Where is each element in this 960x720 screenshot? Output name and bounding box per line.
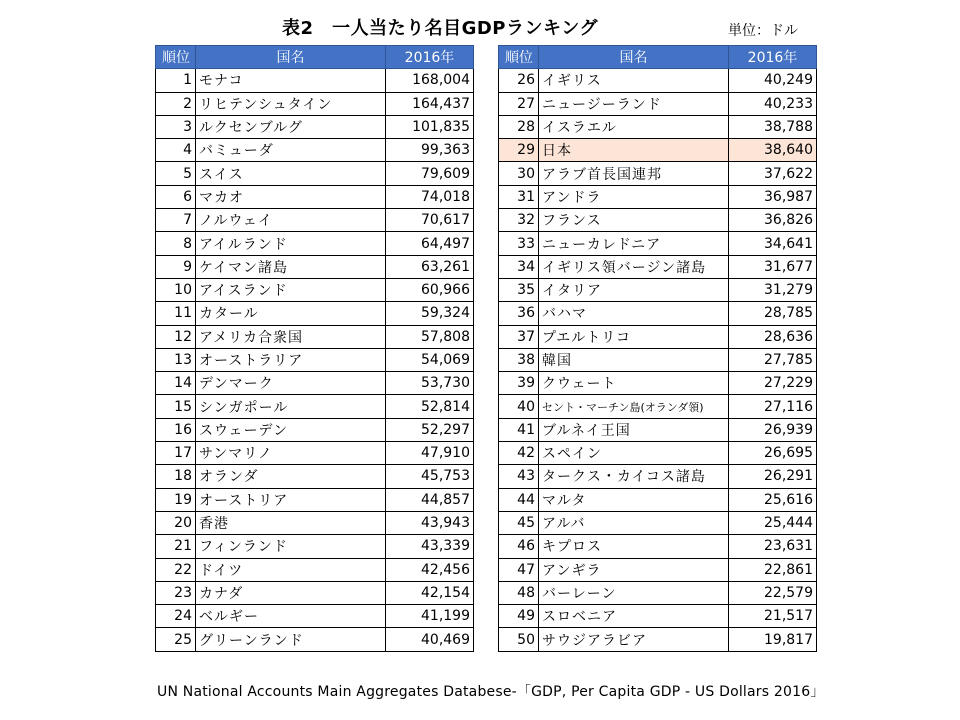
- rank-cell: 48: [499, 581, 539, 604]
- value-cell: 42,456: [386, 558, 474, 581]
- country-cell: イスラエル: [539, 115, 729, 138]
- header-year: 2016年: [386, 46, 474, 69]
- rank-cell: 42: [499, 442, 539, 465]
- table-row: [499, 442, 817, 465]
- country-cell: ベルギー: [196, 605, 386, 628]
- rank-cell: 15: [156, 395, 196, 418]
- table-row: [156, 232, 474, 255]
- table-row: [499, 255, 817, 278]
- rank-cell: 12: [156, 325, 196, 348]
- value-cell: 36,987: [729, 185, 817, 208]
- table-row: [499, 69, 817, 92]
- table-row: [499, 418, 817, 441]
- table-row: [499, 302, 817, 325]
- country-cell: サンマリノ: [196, 442, 386, 465]
- country-cell: アルバ: [539, 511, 729, 534]
- table-row: [156, 372, 474, 395]
- table-row: [499, 372, 817, 395]
- table-row: [156, 418, 474, 441]
- country-cell: オーストラリア: [196, 348, 386, 371]
- header-country: 国名: [196, 46, 386, 69]
- table-row: [156, 511, 474, 534]
- rank-cell: 3: [156, 115, 196, 138]
- value-cell: 74,018: [386, 185, 474, 208]
- rank-cell: 1: [156, 69, 196, 92]
- header-rank: 順位: [156, 46, 196, 69]
- country-cell: 香港: [196, 511, 386, 534]
- rank-cell: 32: [499, 209, 539, 232]
- value-cell: 54,069: [386, 348, 474, 371]
- rank-cell: 6: [156, 185, 196, 208]
- country-cell: フランス: [539, 209, 729, 232]
- value-cell: 40,469: [386, 628, 474, 651]
- country-cell: キプロス: [539, 535, 729, 558]
- table-row: [156, 139, 474, 162]
- value-cell: 26,695: [729, 442, 817, 465]
- country-cell: アンギラ: [539, 558, 729, 581]
- table-row: [499, 395, 817, 418]
- value-cell: 43,943: [386, 511, 474, 534]
- country-cell: アイルランド: [196, 232, 386, 255]
- country-cell: ブルネイ王国: [539, 418, 729, 441]
- rank-cell: 21: [156, 535, 196, 558]
- country-cell: デンマーク: [196, 372, 386, 395]
- ranking-table-left: [155, 45, 474, 652]
- rank-cell: 46: [499, 535, 539, 558]
- header-year: 2016年: [729, 46, 817, 69]
- value-cell: 52,814: [386, 395, 474, 418]
- rank-cell: 14: [156, 372, 196, 395]
- table-row: [499, 488, 817, 511]
- value-cell: 38,788: [729, 115, 817, 138]
- country-cell: イタリア: [539, 278, 729, 301]
- header-row: [156, 46, 474, 69]
- table-row: [156, 488, 474, 511]
- value-cell: 60,966: [386, 278, 474, 301]
- rank-cell: 49: [499, 605, 539, 628]
- table-row: [499, 628, 817, 651]
- country-cell: ドイツ: [196, 558, 386, 581]
- country-cell: 日本: [539, 139, 729, 162]
- value-cell: 59,324: [386, 302, 474, 325]
- value-cell: 64,497: [386, 232, 474, 255]
- country-cell: スペイン: [539, 442, 729, 465]
- table-row: [499, 115, 817, 138]
- value-cell: 47,910: [386, 442, 474, 465]
- table-row: [156, 278, 474, 301]
- country-cell: イギリス: [539, 69, 729, 92]
- table-row: [499, 558, 817, 581]
- rank-cell: 20: [156, 511, 196, 534]
- table-row: [499, 465, 817, 488]
- country-cell: オーストリア: [196, 488, 386, 511]
- country-cell: フィンランド: [196, 535, 386, 558]
- rank-cell: 37: [499, 325, 539, 348]
- value-cell: 53,730: [386, 372, 474, 395]
- value-cell: 44,857: [386, 488, 474, 511]
- rank-cell: 18: [156, 465, 196, 488]
- country-cell: リヒテンシュタイン: [196, 92, 386, 115]
- country-cell: スイス: [196, 162, 386, 185]
- rank-cell: 43: [499, 465, 539, 488]
- country-cell: プエルトリコ: [539, 325, 729, 348]
- country-cell: 韓国: [539, 348, 729, 371]
- table-row: [499, 581, 817, 604]
- country-cell: マルタ: [539, 488, 729, 511]
- table-row: [156, 395, 474, 418]
- value-cell: 22,861: [729, 558, 817, 581]
- country-cell: イギリス領バージン諸島: [539, 255, 729, 278]
- header-row: [499, 46, 817, 69]
- rank-cell: 39: [499, 372, 539, 395]
- table-body: [499, 69, 817, 651]
- rank-cell: 8: [156, 232, 196, 255]
- rank-cell: 17: [156, 442, 196, 465]
- country-cell: シンガポール: [196, 395, 386, 418]
- country-cell: カタール: [196, 302, 386, 325]
- rank-cell: 47: [499, 558, 539, 581]
- rank-cell: 13: [156, 348, 196, 371]
- table-row: [499, 162, 817, 185]
- value-cell: 28,636: [729, 325, 817, 348]
- title-text: 表2 一人当たり名目GDPランキング: [282, 18, 598, 39]
- table-row: [156, 465, 474, 488]
- value-cell: 70,617: [386, 209, 474, 232]
- value-cell: 99,363: [386, 139, 474, 162]
- value-cell: 36,826: [729, 209, 817, 232]
- table-row: [499, 92, 817, 115]
- table-row: [499, 325, 817, 348]
- country-cell: ケイマン諸島: [196, 255, 386, 278]
- rank-cell: 28: [499, 115, 539, 138]
- rank-cell: 30: [499, 162, 539, 185]
- rank-cell: 36: [499, 302, 539, 325]
- value-cell: 28,785: [729, 302, 817, 325]
- table-body: [156, 69, 474, 651]
- value-cell: 26,939: [729, 418, 817, 441]
- table-row: [499, 348, 817, 371]
- table-row: [156, 558, 474, 581]
- rank-cell: 4: [156, 139, 196, 162]
- value-cell: 31,279: [729, 278, 817, 301]
- table-row: [156, 302, 474, 325]
- country-cell: ルクセンブルグ: [196, 115, 386, 138]
- page-title: [0, 14, 960, 40]
- unit-label: 単位：ドル: [728, 23, 798, 39]
- rank-cell: 38: [499, 348, 539, 371]
- rank-cell: 45: [499, 511, 539, 534]
- rank-cell: 27: [499, 92, 539, 115]
- value-cell: 19,817: [729, 628, 817, 651]
- value-cell: 26,291: [729, 465, 817, 488]
- value-cell: 23,631: [729, 535, 817, 558]
- table-row: [499, 511, 817, 534]
- table-row: [156, 162, 474, 185]
- value-cell: 63,261: [386, 255, 474, 278]
- rank-cell: 23: [156, 581, 196, 604]
- rank-cell: 35: [499, 278, 539, 301]
- rank-cell: 5: [156, 162, 196, 185]
- table-row: [156, 209, 474, 232]
- table-row: [499, 232, 817, 255]
- country-cell: サウジアラビア: [539, 628, 729, 651]
- rank-cell: 40: [499, 395, 539, 418]
- table-row: [499, 139, 817, 162]
- table-row: [156, 442, 474, 465]
- table-row: [499, 278, 817, 301]
- value-cell: 45,753: [386, 465, 474, 488]
- rank-cell: 31: [499, 185, 539, 208]
- table-row: [499, 535, 817, 558]
- value-cell: 38,640: [729, 139, 817, 162]
- country-cell: スウェーデン: [196, 418, 386, 441]
- table-row: [156, 185, 474, 208]
- value-cell: 43,339: [386, 535, 474, 558]
- value-cell: 25,444: [729, 511, 817, 534]
- country-cell: モナコ: [196, 69, 386, 92]
- value-cell: 164,437: [386, 92, 474, 115]
- rank-cell: 10: [156, 278, 196, 301]
- table-row: [156, 581, 474, 604]
- rank-cell: 26: [499, 69, 539, 92]
- country-cell: クウェート: [539, 372, 729, 395]
- header-rank: 順位: [499, 46, 539, 69]
- rank-cell: 7: [156, 209, 196, 232]
- table-row: [499, 185, 817, 208]
- country-cell: ニューカレドニア: [539, 232, 729, 255]
- rank-cell: 34: [499, 255, 539, 278]
- value-cell: 101,835: [386, 115, 474, 138]
- table-row: [156, 325, 474, 348]
- table-row: [156, 348, 474, 371]
- country-cell: オランダ: [196, 465, 386, 488]
- rank-cell: 29: [499, 139, 539, 162]
- value-cell: 57,808: [386, 325, 474, 348]
- rank-cell: 25: [156, 628, 196, 651]
- country-cell: バミューダ: [196, 139, 386, 162]
- value-cell: 34,641: [729, 232, 817, 255]
- rank-cell: 24: [156, 605, 196, 628]
- value-cell: 40,233: [729, 92, 817, 115]
- table-row: [156, 69, 474, 92]
- value-cell: 41,199: [386, 605, 474, 628]
- header-country: 国名: [539, 46, 729, 69]
- table-row: [156, 628, 474, 651]
- rank-cell: 50: [499, 628, 539, 651]
- ranking-table-right: [498, 45, 817, 652]
- table-row: [156, 605, 474, 628]
- table-row: [499, 605, 817, 628]
- rank-cell: 41: [499, 418, 539, 441]
- value-cell: 21,517: [729, 605, 817, 628]
- value-cell: 79,609: [386, 162, 474, 185]
- rank-cell: 16: [156, 418, 196, 441]
- value-cell: 27,116: [729, 395, 817, 418]
- value-cell: 31,677: [729, 255, 817, 278]
- value-cell: 40,249: [729, 69, 817, 92]
- country-cell: アラブ首長国連邦: [539, 162, 729, 185]
- value-cell: 22,579: [729, 581, 817, 604]
- value-cell: 42,154: [386, 581, 474, 604]
- country-cell: バハマ: [539, 302, 729, 325]
- rank-cell: 19: [156, 488, 196, 511]
- table-row: [156, 92, 474, 115]
- country-cell: タークス・カイコス諸島: [539, 465, 729, 488]
- table-row: [156, 255, 474, 278]
- table-row: [156, 535, 474, 558]
- table-row: [499, 209, 817, 232]
- rank-cell: 2: [156, 92, 196, 115]
- table-row: [156, 115, 474, 138]
- value-cell: 168,004: [386, 69, 474, 92]
- value-cell: 27,229: [729, 372, 817, 395]
- country-cell: グリーンランド: [196, 628, 386, 651]
- country-cell: スロベニア: [539, 605, 729, 628]
- rank-cell: 22: [156, 558, 196, 581]
- country-cell: セント・マーチン島(オランダ領): [539, 395, 729, 418]
- country-cell: アンドラ: [539, 185, 729, 208]
- value-cell: 52,297: [386, 418, 474, 441]
- country-cell: バーレーン: [539, 581, 729, 604]
- rank-cell: 33: [499, 232, 539, 255]
- country-cell: アメリカ合衆国: [196, 325, 386, 348]
- value-cell: 37,622: [729, 162, 817, 185]
- source-note: UN National Accounts Main Aggregates Databese-「GDP, Per Capita GDP - US Dollars 2016」: [157, 684, 825, 700]
- rank-cell: 44: [499, 488, 539, 511]
- country-cell: アイスランド: [196, 278, 386, 301]
- rank-cell: 9: [156, 255, 196, 278]
- value-cell: 27,785: [729, 348, 817, 371]
- country-cell: ニュージーランド: [539, 92, 729, 115]
- country-cell: マカオ: [196, 185, 386, 208]
- country-cell: カナダ: [196, 581, 386, 604]
- value-cell: 25,616: [729, 488, 817, 511]
- country-cell: ノルウェイ: [196, 209, 386, 232]
- rank-cell: 11: [156, 302, 196, 325]
